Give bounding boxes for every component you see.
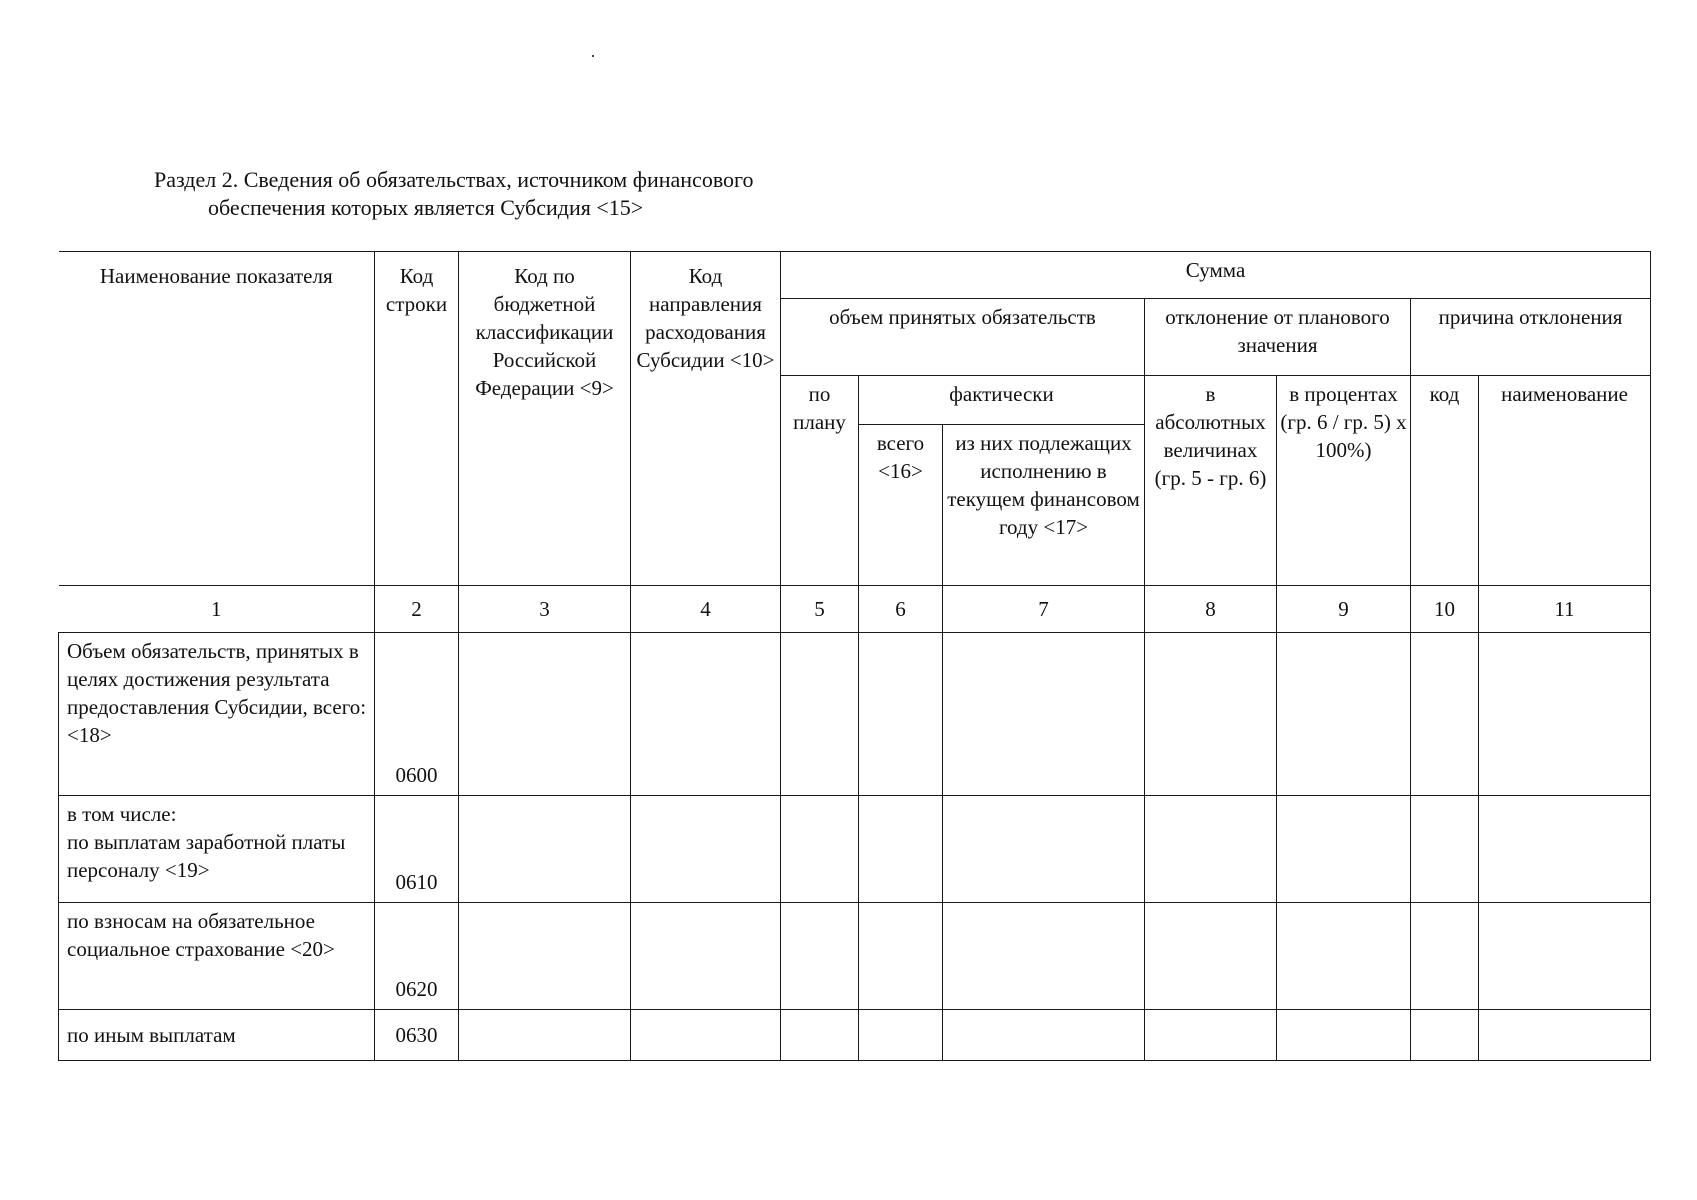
header-reason-name: наименование — [1479, 376, 1651, 586]
cell-plan[interactable] — [781, 903, 859, 1010]
row-label: Объем обязательств, принятых в целях достижения результата предоставления Субсидии, всего: <18> — [59, 633, 375, 796]
header-row-code: Код строки — [375, 252, 459, 586]
cell-reason-code[interactable] — [1411, 633, 1479, 796]
row-label-text: в том числе: по выплатам заработной платы персоналу <19> — [67, 802, 346, 882]
cell-actual-total[interactable] — [859, 903, 943, 1010]
row-code: 0630 — [375, 1010, 459, 1061]
row-label: по иным выплатам — [59, 1010, 375, 1061]
cell-actual-current-year[interactable] — [943, 903, 1145, 1010]
cell-actual-total[interactable] — [859, 633, 943, 796]
header-sum: Сумма — [781, 252, 1651, 299]
header-budget-code: Код по бюджетной классификации Российской Федерации <9> — [459, 252, 631, 586]
cell-abs-deviation[interactable] — [1145, 1010, 1277, 1061]
table-row — [59, 1010, 1651, 1061]
cell-budget-code[interactable] — [459, 633, 631, 796]
row-code: 0620 — [375, 903, 459, 1010]
column-number: 5 — [781, 586, 859, 633]
obligations-table — [58, 251, 1651, 1061]
header-actual-total: всего <16> — [859, 425, 943, 586]
cell-abs-deviation[interactable] — [1145, 796, 1277, 903]
cell-actual-total[interactable] — [859, 796, 943, 903]
header-deviation-reason: причина отклонения — [1411, 299, 1651, 376]
section-title-line-2: обеспечения которых является Субсидия <15> — [208, 195, 644, 220]
cell-direction-code[interactable] — [631, 903, 781, 1010]
cell-reason-code[interactable] — [1411, 903, 1479, 1010]
cell-percent-deviation[interactable] — [1277, 633, 1411, 796]
header-actual: фактически — [859, 376, 1145, 425]
column-number: 4 — [631, 586, 781, 633]
section-title — [154, 166, 754, 222]
column-number: 7 — [943, 586, 1145, 633]
cell-actual-current-year[interactable] — [943, 1010, 1145, 1061]
header-direction-code: Код направления расходования Субсидии <10> — [631, 252, 781, 586]
scan-speck — [592, 55, 594, 57]
cell-plan[interactable] — [781, 796, 859, 903]
cell-reason-code[interactable] — [1411, 796, 1479, 903]
table-row — [59, 903, 1651, 1010]
cell-reason-name[interactable] — [1479, 1010, 1651, 1061]
table-row — [59, 633, 1651, 796]
header-obligations-volume: объем принятых обязательств — [781, 299, 1145, 376]
cell-percent-deviation[interactable] — [1277, 796, 1411, 903]
header-reason-code: код — [1411, 376, 1479, 586]
column-number: 11 — [1479, 586, 1651, 633]
column-number: 8 — [1145, 586, 1277, 633]
cell-percent-deviation[interactable] — [1277, 903, 1411, 1010]
row-label: по взносам на обязательное социальное страхование <20> — [59, 903, 375, 1010]
section-title-line-1: Раздел 2. Сведения об обязательствах, источником финансового — [154, 167, 754, 192]
cell-reason-code[interactable] — [1411, 1010, 1479, 1061]
cell-actual-total[interactable] — [859, 1010, 943, 1061]
cell-plan[interactable] — [781, 633, 859, 796]
cell-reason-name[interactable] — [1479, 796, 1651, 903]
row-code: 0600 — [375, 633, 459, 796]
cell-direction-code[interactable] — [631, 633, 781, 796]
table-row — [59, 796, 1651, 903]
cell-reason-name[interactable] — [1479, 633, 1651, 796]
cell-direction-code[interactable] — [631, 1010, 781, 1061]
cell-plan[interactable] — [781, 1010, 859, 1061]
row-label — [59, 796, 375, 903]
cell-actual-current-year[interactable] — [943, 633, 1145, 796]
header-plan: по плану — [781, 376, 859, 586]
column-numbers-row — [59, 586, 1651, 633]
column-number: 1 — [59, 586, 375, 633]
column-number: 6 — [859, 586, 943, 633]
column-number: 9 — [1277, 586, 1411, 633]
cell-direction-code[interactable] — [631, 796, 781, 903]
cell-actual-current-year[interactable] — [943, 796, 1145, 903]
cell-budget-code[interactable] — [459, 796, 631, 903]
header-deviation: отклонение от планового значения — [1145, 299, 1411, 376]
row-code: 0610 — [375, 796, 459, 903]
column-number: 10 — [1411, 586, 1479, 633]
header-abs-values: в абсолютных величинах (гр. 5 - гр. 6) — [1145, 376, 1277, 586]
header-name: Наименование показателя — [59, 252, 375, 586]
header-actual-current-year: из них подлежащих исполнению в текущем финансовом году <17> — [943, 425, 1145, 586]
column-number: 2 — [375, 586, 459, 633]
cell-abs-deviation[interactable] — [1145, 633, 1277, 796]
cell-percent-deviation[interactable] — [1277, 1010, 1411, 1061]
cell-budget-code[interactable] — [459, 1010, 631, 1061]
cell-reason-name[interactable] — [1479, 903, 1651, 1010]
column-number: 3 — [459, 586, 631, 633]
cell-abs-deviation[interactable] — [1145, 903, 1277, 1010]
cell-budget-code[interactable] — [459, 903, 631, 1010]
header-percent: в процентах (гр. 6 / гр. 5) x 100%) — [1277, 376, 1411, 586]
